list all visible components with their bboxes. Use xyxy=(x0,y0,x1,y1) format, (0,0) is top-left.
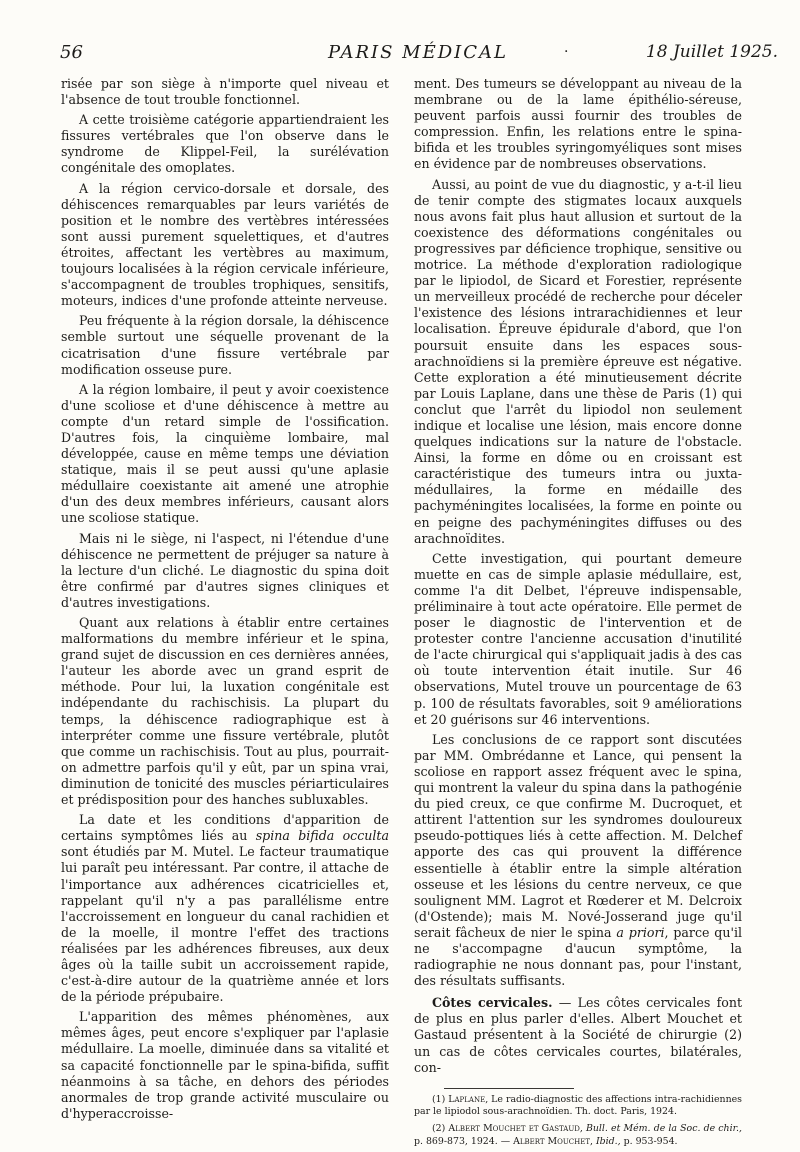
paragraph: A la région lombaire, il peut y avoir coexistence d'une scoliose et d'une déhiscence à mettre au compte d'un retard simple de l'ossification. D'autres fois, la cinquième lombaire, mal développée, cause en même temps une déviation statique, mais il se peut aussi qu'une aplasie médullaire coexistante ait amené une atrophie d'un des deux membres inférieurs, causant alors une scoliose statique. xyxy=(61,381,389,526)
text-run: — Les côtes cervicales font de plus en plus parler d'elles. Albert Mouchet et Gastaud présentent à la Société de chirurgie (2) un cas de côtes cervicales courtes, bilatérales, con- xyxy=(414,995,743,1075)
footnote-text: p. 953-954. xyxy=(620,1135,678,1147)
text-run: Les conclusions de ce rapport sont discutées par MM. Ombrédanne et Lance, qui pensent la scoliose en rapport assez fréquent avec le spina, qui montrent la valeur du spina dans la pathogénie du pied creux, ce que confirme M. Ducroquet, et attirent l'attention sur les syndromes douloureux pseudo-pottiques liés à cette affection. M. Delchef apporte des cas qui prouvent la différence essentielle à établir entre la simple altération osseuse et les lésions du centre nerveux, ce que soulignent MM. Lagrot et Rœderer et M. Delcroix (d'Ostende); mais M. Nové-Josserand juge qu'il serait fâcheux de nier le spina xyxy=(414,731,742,940)
text-run: sont étudiés par M. Mutel. Le facteur traumatique lui paraît peu intéressant. Par contre, il attache de l'importance aux adhérences cicatricielles et, rappelant qu'il n'y a pas parallélisme entre l'accroissement en longueur du canal rachidien et de la moelle, il montre l'effet des tractions réalisées par les adhérences fibreuses, aux deux âges où la taille subit un accroissement rapide, c'est-à-dire autour de la quatrième année et lors de la période prépubaire. xyxy=(61,844,389,1005)
footnote-author: Albert Mouchet, xyxy=(513,1135,593,1147)
paragraph: L'apparition des mêmes phénomènes, aux mêmes âges, peut encore s'expliquer par l'aplasie médullaire. La moelle, diminuée dans sa vitalité et sa capacité fonctionnelle par le spina-bifida, suffit néanmoins à sa tâche, en dehors des périodes anormales de trop grande activité musculaire ou d'hyperaccroisse- xyxy=(61,1009,389,1121)
italic-term: a priori xyxy=(616,924,665,940)
journal-title: PARIS MÉDICAL xyxy=(328,42,509,63)
paragraph: risée par son siège à n'importe quel niveau et l'absence de tout trouble fonctionnel. xyxy=(61,76,389,108)
text-run: , parce qu'il ne s'accompagne d'aucun symptôme, la radiographie ne nous donnant pas, pour l'instant, des résultats suffisants. xyxy=(414,924,742,989)
footnote-author: (1) Laplane, xyxy=(432,1093,489,1105)
footnote-journal: Bull. et Mém. de la Soc. de chir., xyxy=(582,1122,742,1134)
footnote-author: (2) Albert Mouchet et Gastaud, xyxy=(432,1122,583,1134)
paragraph: Cette investigation, qui pourtant demeure muette en cas de simple aplasie médullaire, est, comme l'a dit Delbet, l'épreuve indispensable, préliminaire à tout acte opératoire. Elle permet de poser le diagnostic de l'intervention et de protester contre l'ancienne accusation d'inutilité de l'acte chirurgical qui s'appliquait jadis à des cas où toute intervention était inutile. Sur 46 observations, Mutel trouve un pourcentage de 63 p. 100 de résultats favorables, soit 9 améliorations et 20 guérisons sur 46 interventions. xyxy=(414,550,742,727)
issue-date: 18 Juillet 1925. xyxy=(645,42,778,62)
page-number: 56 xyxy=(60,42,83,63)
paragraph: A la région cervico-dorsale et dorsale, des déhiscences remarquables par leurs variétés de position et le nombre des vertèbres intéressées sont aussi purement squelettiques, et d'autres étroites, affectant les vertèbres au maximum, toujours localisées à la région cervicale inférieure, s'accompagnent de troubles trophiques, sensitifs, moteurs, indices d'une profonde atteinte nerveuse. xyxy=(61,180,389,309)
section-run-head: Côtes cervicales. xyxy=(432,995,553,1011)
text-run: La date et les conditions d'apparition de certains symptômes liés au xyxy=(61,812,389,844)
running-header xyxy=(60,42,778,68)
paragraph xyxy=(61,812,389,1005)
paragraph: A cette troisième catégorie appartiendraient les fissures vertébrales que l'on observe dans le syndrome de Klippel-Feil, la surélévation congénitale des omoplates. xyxy=(61,112,389,176)
paragraph xyxy=(414,995,742,1075)
header-separator: · xyxy=(564,44,569,60)
footnote-journal: Ibid., xyxy=(593,1135,621,1147)
footnote-text: Le radio-diagnostic des affections intra-rachidiennes par le lipiodol sous-arachnoïdien. Th. doct. Paris, 1924. xyxy=(414,1093,742,1118)
paragraph xyxy=(414,732,742,990)
italic-term: spina bifida occulta xyxy=(255,828,389,844)
paragraph: Quant aux relations à établir entre certaines malformations du membre inférieur et le spina, grand sujet de discussion en ces dernières années, l'auteur les aborde avec un grand esprit de méthode. Pour lui, la luxation congénitale est indépendante du rachischisis. La plupart du temps, la déhiscence radiographique est à interpréter comme une fissure vertébrale, plutôt que comme un rachischisis. Tout au plus, pourrait-on admettre parfois qu'il y eût, par un spina vrai, diminution de tonicité des muscles périarticulaires et prédisposition pour des hanches subluxables. xyxy=(61,615,389,808)
paragraph: Aussi, au point de vue du diagnostic, y a-t-il lieu de tenir compte des stigmates locaux auxquels nous avons fait plus haut allusion et surtout de la coexistence des déformations congénitales ou progressives par déficience trophique, sensitive ou motrice. La méthode d'exploration radiologique par le lipiodol, de Sicard et Forestier, représente un merveilleux procédé de recherche pour déceler l'existence des lésions intrarachidiennes et leur localisation. Épreuve épidurale d'abord, que l'on poursuit ensuite dans les espaces sous-arachnoïdiens si la première épreuve est négative. Cette exploration a été minutieusement décrite par Louis Laplane, dans une thèse de Paris (1) qui conclut que l'arrêt du lipiodol non seulement indique et localise une lésion, mais encore donne quelques indications sur la nature de l'obstacle. Ainsi, la forme en dôme ou en croissant est caractéristique des tumeurs intra ou juxta-médullaires, la forme en médaille des pachyméningites localisées, la forme en pointe ou en peigne des pachyméningites diffuses ou des arachnoïdites. xyxy=(414,176,742,546)
left-column xyxy=(61,76,389,1126)
right-column xyxy=(414,76,742,1152)
paragraph: Mais ni le siège, ni l'aspect, ni l'étendue d'une déhiscence ne permettent de préjuger sa nature à la lecture d'un cliché. Le diagnostic du spina doit être confirmé par d'autres signes cliniques et d'autres investigations. xyxy=(61,530,389,610)
paragraph: Peu fréquente à la région dorsale, la déhiscence semble surtout une séquelle provenant de la cicatrisation d'une fissure vertébrale par modification osseuse pure. xyxy=(61,313,389,377)
footnote-rule xyxy=(444,1088,574,1089)
footnote-1 xyxy=(414,1094,742,1119)
footnote-2 xyxy=(414,1123,742,1148)
paragraph: ment. Des tumeurs se développant au niveau de la membrane ou de la lame épithélio-séreuse, peuvent parfois aussi fournir des troubles de compression. Enfin, les relations entre le spina-bifida et les troubles syringomyéliques sont mises en évidence par de nombreuses observations. xyxy=(414,76,742,172)
footnote-text: p. 869-873, 1924. — xyxy=(414,1135,514,1147)
